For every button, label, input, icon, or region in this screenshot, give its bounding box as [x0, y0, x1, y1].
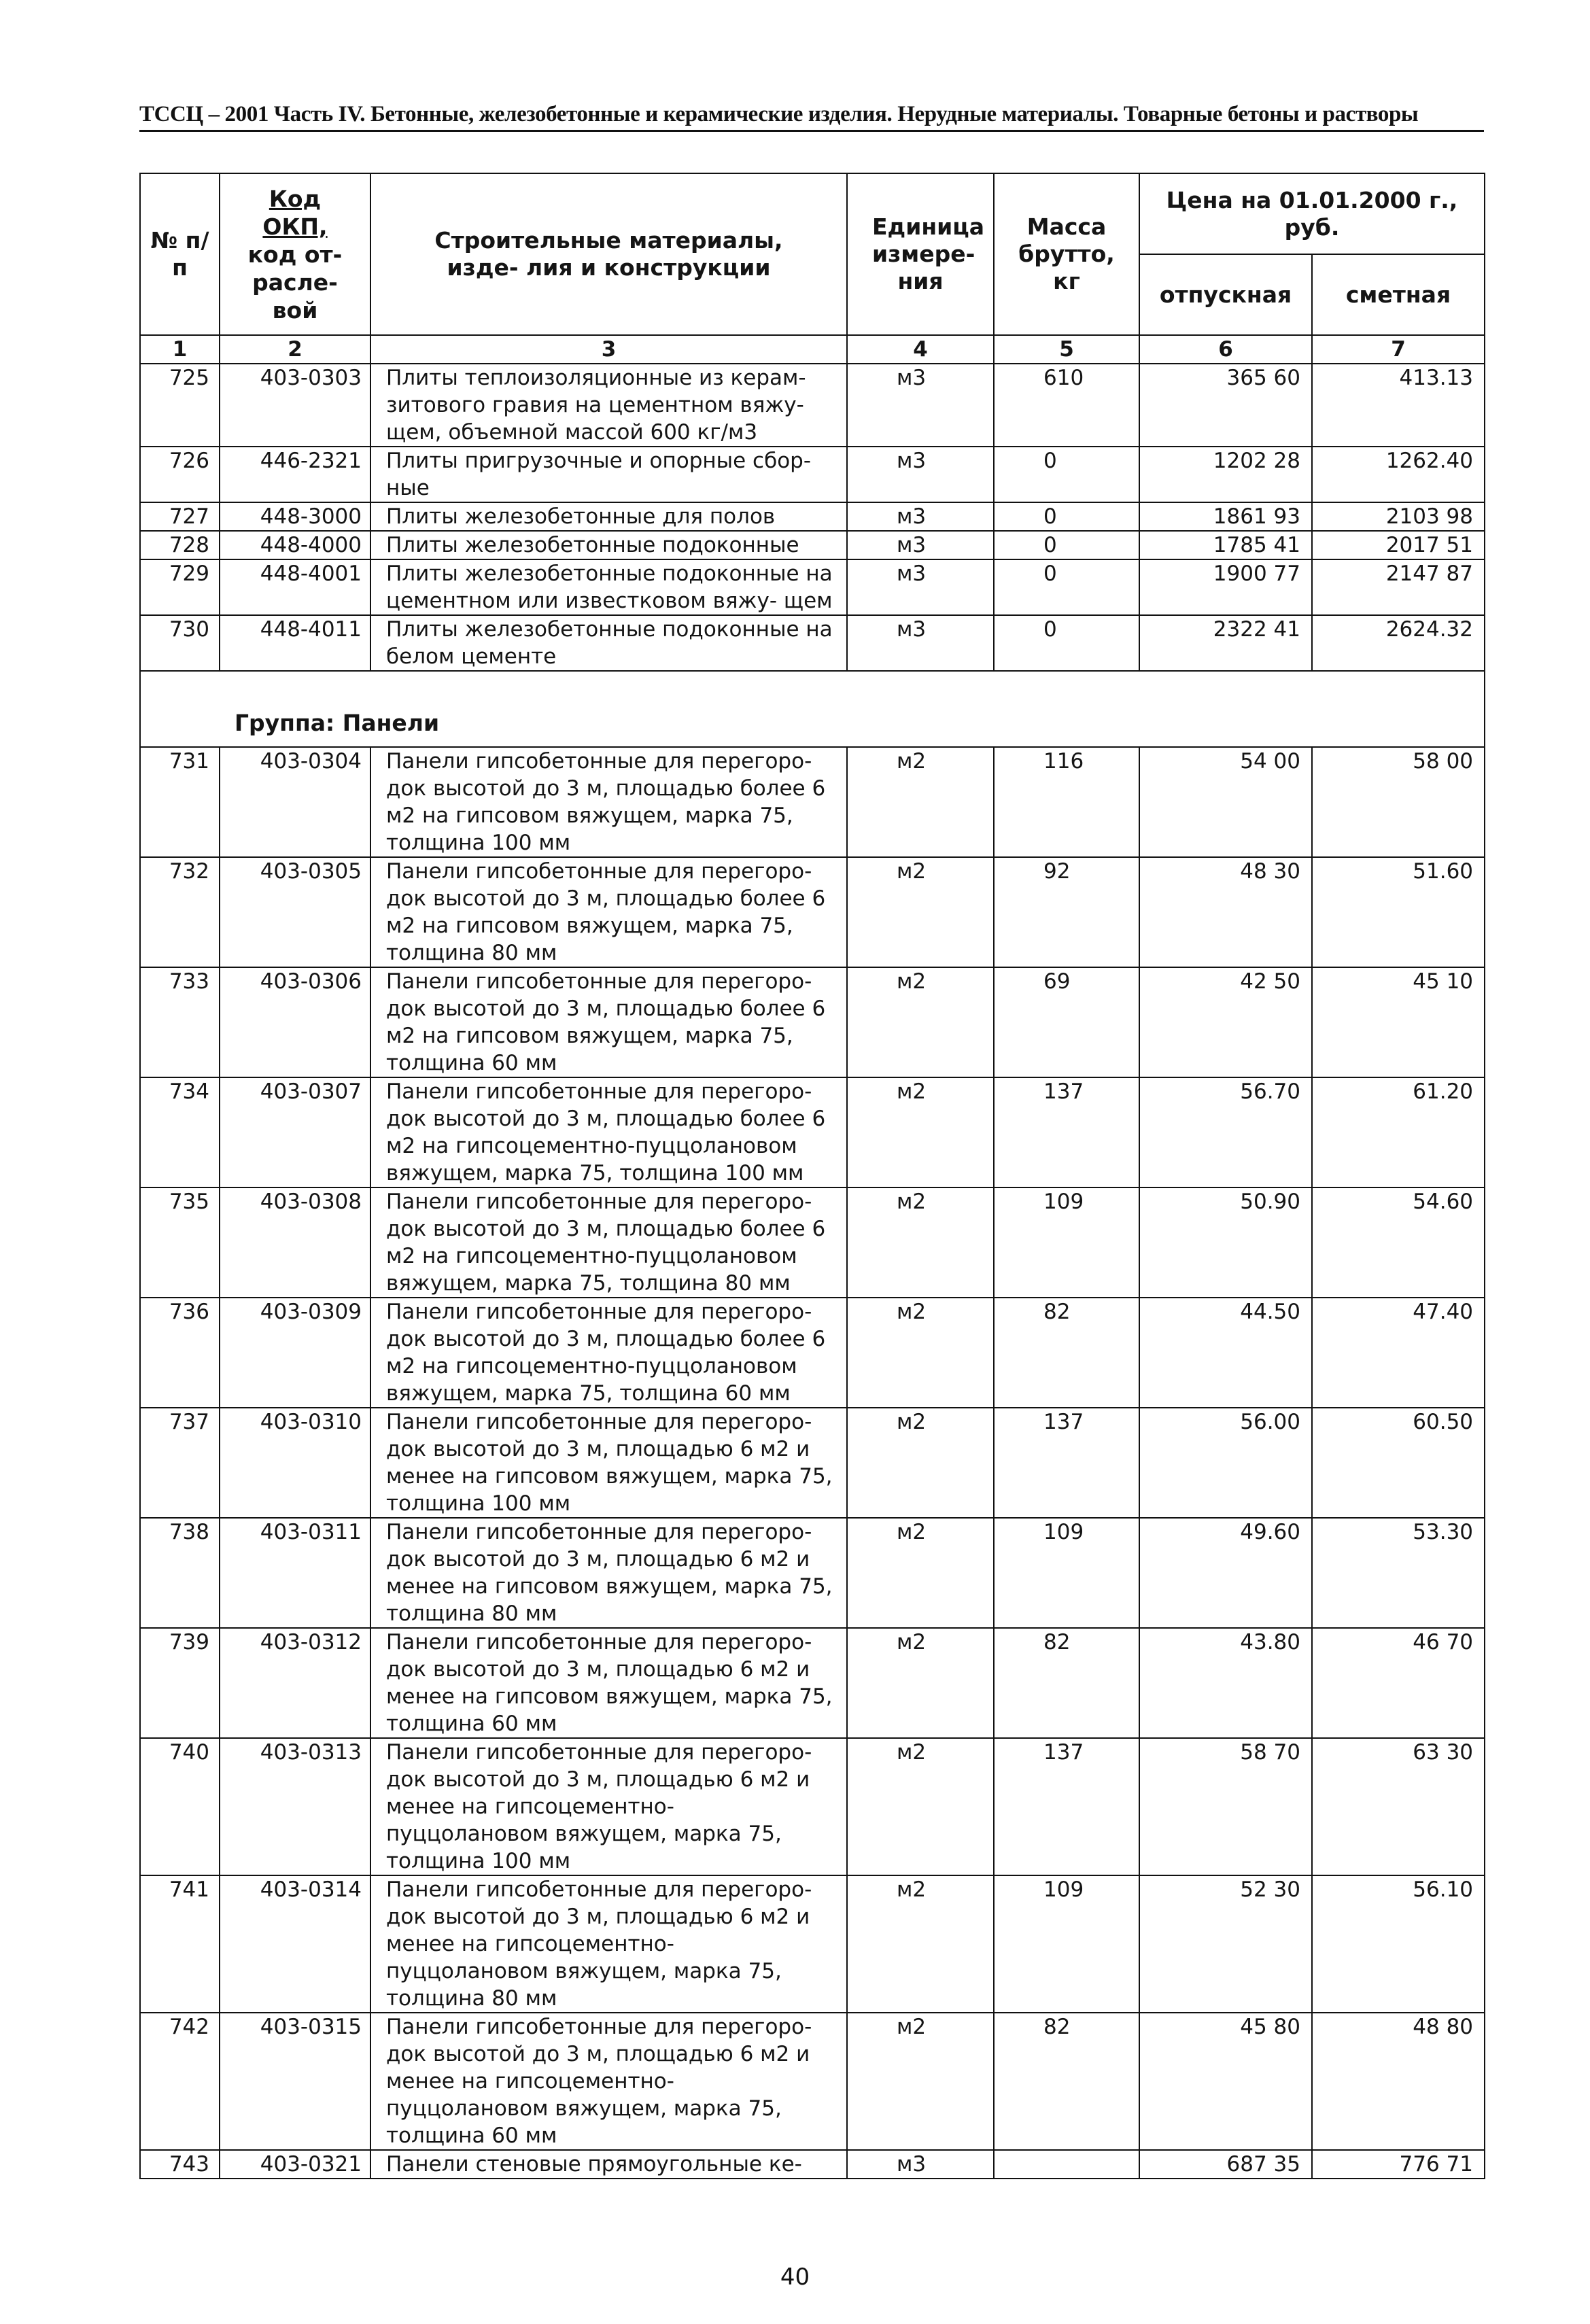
release-price: 43.80 [1139, 1628, 1312, 1738]
row-number: 729 [140, 559, 220, 615]
estimate-price: 46 70 [1312, 1628, 1485, 1738]
gross-mass: 69 [994, 967, 1139, 1077]
unit-of-measure: м3 [847, 559, 994, 615]
unit-of-measure: м2 [847, 1187, 994, 1298]
rows-before-group [140, 335, 1485, 671]
gross-mass: 116 [994, 747, 1139, 857]
material-description: Плиты пригрузочные и опорные сбор- ные [370, 447, 847, 502]
okp-code: 403-0315 [220, 2013, 370, 2150]
table-row [140, 447, 1485, 502]
row-number: 734 [140, 1077, 220, 1187]
gross-mass: 0 [994, 531, 1139, 559]
unit-of-measure: м2 [847, 1408, 994, 1518]
gross-mass [994, 2150, 1139, 2179]
table-row [140, 1077, 1485, 1187]
table-row [140, 502, 1485, 531]
estimate-price: 58 00 [1312, 747, 1485, 857]
unit-of-measure: м2 [847, 967, 994, 1077]
release-price: 42 50 [1139, 967, 1312, 1077]
okp-code: 403-0310 [220, 1408, 370, 1518]
row-number: 728 [140, 531, 220, 559]
column-numbers-row [140, 335, 1485, 364]
row-number: 738 [140, 1518, 220, 1628]
price-table [139, 173, 1485, 2179]
group-label: Группа: Панели [140, 671, 1485, 747]
release-price: 365 60 [1139, 364, 1312, 447]
column-number: 2 [220, 335, 370, 364]
estimate-price: 45 10 [1312, 967, 1485, 1077]
unit-of-measure: м2 [847, 2013, 994, 2150]
unit-of-measure: м3 [847, 364, 994, 447]
estimate-price: 53.30 [1312, 1518, 1485, 1628]
table-row [140, 967, 1485, 1077]
gross-mass: 0 [994, 447, 1139, 502]
row-number: 736 [140, 1298, 220, 1408]
table-row [140, 615, 1485, 671]
row-number: 727 [140, 502, 220, 531]
material-description: Панели гипсобетонные для перегоро- док высотой до 3 м, площадью 6 м2 и менее на гипсоцементно- пуццолановом вяжущем, марка 75, толщина 100 мм [370, 1738, 847, 1875]
estimate-price: 60.50 [1312, 1408, 1485, 1518]
material-description: Плиты железобетонные для полов [370, 502, 847, 531]
unit-of-measure: м3 [847, 502, 994, 531]
okp-code: 403-0303 [220, 364, 370, 447]
table-row [140, 1187, 1485, 1298]
table-row [140, 364, 1485, 447]
release-price: 44.50 [1139, 1298, 1312, 1408]
material-description: Панели гипсобетонные для перегоро- док высотой до 3 м, площадью более 6 м2 на гипсовом вяжущем, марка 75, толщина 80 мм [370, 857, 847, 967]
okp-code: 448-4011 [220, 615, 370, 671]
header-description: Строительные материалы, изде- лия и конструкции [370, 173, 847, 335]
table-row [140, 1518, 1485, 1628]
release-price: 1861 93 [1139, 502, 1312, 531]
release-price: 1202 28 [1139, 447, 1312, 502]
table-row [140, 747, 1485, 857]
release-price: 49.60 [1139, 1518, 1312, 1628]
unit-of-measure: м3 [847, 2150, 994, 2179]
okp-code: 403-0314 [220, 1875, 370, 2013]
okp-code: 446-2321 [220, 447, 370, 502]
okp-code: 403-0306 [220, 967, 370, 1077]
material-description: Плиты железобетонные подоконные на цементном или известковом вяжу- щем [370, 559, 847, 615]
release-price: 54 00 [1139, 747, 1312, 857]
header-code-line2: ОКП, [262, 213, 328, 240]
estimate-price: 63 30 [1312, 1738, 1485, 1875]
material-description: Панели гипсобетонные для перегоро- док высотой до 3 м, площадью более 6 м2 на гипсовом вяжущем, марка 75, толщина 60 мм [370, 967, 847, 1077]
release-price: 52 30 [1139, 1875, 1312, 2013]
table-row [140, 1628, 1485, 1738]
release-price: 56.70 [1139, 1077, 1312, 1187]
okp-code: 403-0321 [220, 2150, 370, 2179]
header-price: отпускная [1139, 254, 1312, 335]
material-description: Панели гипсобетонные для перегоро- док высотой до 3 м, площадью 6 м2 и менее на гипсоцементно- пуццолановом вяжущем, марка 75, толщина 60 мм [370, 2013, 847, 2150]
gross-mass: 0 [994, 615, 1139, 671]
material-description: Панели гипсобетонные для перегоро- док высотой до 3 м, площадью 6 м2 и менее на гипсоцементно- пуццолановом вяжущем, марка 75, толщина 80 мм [370, 1875, 847, 2013]
row-number: 735 [140, 1187, 220, 1298]
table-row [140, 2150, 1485, 2179]
header-rule [139, 130, 1484, 132]
gross-mass: 109 [994, 1187, 1139, 1298]
column-number: 6 [1139, 335, 1312, 364]
gross-mass: 0 [994, 502, 1139, 531]
release-price: 58 70 [1139, 1738, 1312, 1875]
estimate-price: 51.60 [1312, 857, 1485, 967]
header-code-line4: расле- [252, 268, 338, 296]
okp-code: 403-0308 [220, 1187, 370, 1298]
material-description: Панели стеновые прямоугольные ке- [370, 2150, 847, 2179]
header-num: № п/п [140, 173, 220, 335]
okp-code: 448-4001 [220, 559, 370, 615]
table-row [140, 2013, 1485, 2150]
header-unit: Единица измере- ния [847, 173, 994, 335]
gross-mass: 137 [994, 1738, 1139, 1875]
material-description: Плиты железобетонные подоконные на белом цементе [370, 615, 847, 671]
release-price: 56.00 [1139, 1408, 1312, 1518]
row-number: 743 [140, 2150, 220, 2179]
material-description: Панели гипсобетонные для перегоро- док высотой до 3 м, площадью более 6 м2 на гипсовом вяжущем, марка 75, толщина 100 мм [370, 747, 847, 857]
okp-code: 448-3000 [220, 502, 370, 531]
unit-of-measure: м2 [847, 747, 994, 857]
release-price: 45 80 [1139, 2013, 1312, 2150]
header-estimate: сметная [1312, 254, 1485, 335]
estimate-price: 2147 87 [1312, 559, 1485, 615]
header-code-line1: Код [269, 185, 322, 212]
okp-code: 403-0312 [220, 1628, 370, 1738]
estimate-price: 776 71 [1312, 2150, 1485, 2179]
header-code-line5: вой [272, 296, 318, 324]
group-row [140, 671, 1485, 747]
column-number: 3 [370, 335, 847, 364]
unit-of-measure: м2 [847, 1628, 994, 1738]
row-number: 732 [140, 857, 220, 967]
gross-mass: 92 [994, 857, 1139, 967]
release-price: 687 35 [1139, 2150, 1312, 2179]
header-price-group: Цена на 01.01.2000 г., руб. [1139, 173, 1485, 254]
row-number: 733 [140, 967, 220, 1077]
okp-code: 403-0313 [220, 1738, 370, 1875]
gross-mass: 82 [994, 1628, 1139, 1738]
okp-code: 403-0307 [220, 1077, 370, 1187]
column-number: 7 [1312, 335, 1485, 364]
column-number: 1 [140, 335, 220, 364]
column-number: 4 [847, 335, 994, 364]
estimate-price: 47.40 [1312, 1298, 1485, 1408]
unit-of-measure: м2 [847, 1738, 994, 1875]
okp-code: 403-0304 [220, 747, 370, 857]
gross-mass: 610 [994, 364, 1139, 447]
column-number: 5 [994, 335, 1139, 364]
table-row [140, 1298, 1485, 1408]
header-code-line3: код от- [247, 241, 343, 268]
gross-mass: 137 [994, 1077, 1139, 1187]
gross-mass: 82 [994, 2013, 1139, 2150]
material-description: Панели гипсобетонные для перегоро- док высотой до 3 м, площадью 6 м2 и менее на гипсовом вяжущем, марка 75, толщина 100 мм [370, 1408, 847, 1518]
row-number: 731 [140, 747, 220, 857]
gross-mass: 82 [994, 1298, 1139, 1408]
table-row [140, 1408, 1485, 1518]
table-row [140, 857, 1485, 967]
material-description: Панели гипсобетонные для перегоро- док высотой до 3 м, площадью 6 м2 и менее на гипсовом вяжущем, марка 75, толщина 60 мм [370, 1628, 847, 1738]
estimate-price: 54.60 [1312, 1187, 1485, 1298]
row-number: 737 [140, 1408, 220, 1518]
estimate-price: 61.20 [1312, 1077, 1485, 1187]
estimate-price: 2017 51 [1312, 531, 1485, 559]
table-row [140, 559, 1485, 615]
okp-code: 403-0311 [220, 1518, 370, 1628]
unit-of-measure: м3 [847, 531, 994, 559]
unit-of-measure: м2 [847, 1298, 994, 1408]
unit-of-measure: м2 [847, 1077, 994, 1187]
material-description: Плиты теплоизоляционные из керам- зитового гравия на цементном вяжу- щем, объемной массой 600 кг/м3 [370, 364, 847, 447]
estimate-price: 56.10 [1312, 1875, 1485, 2013]
row-number: 740 [140, 1738, 220, 1875]
material-description: Панели гипсобетонные для перегоро- док высотой до 3 м, площадью 6 м2 и менее на гипсовом вяжущем, марка 75, толщина 80 мм [370, 1518, 847, 1628]
row-number: 741 [140, 1875, 220, 2013]
estimate-price: 2103 98 [1312, 502, 1485, 531]
okp-code: 403-0305 [220, 857, 370, 967]
row-number: 726 [140, 447, 220, 502]
release-price: 50.90 [1139, 1187, 1312, 1298]
material-description: Панели гипсобетонные для перегоро- док высотой до 3 м, площадью более 6 м2 на гипсоцементно-пуццолановом вяжущем, марка 75, толщина 80 мм [370, 1187, 847, 1298]
page-header: ТССЦ – 2001 Часть IV. Бетонные, железобетонные и керамические изделия. Нерудные материалы. Товарные бетоны и растворы [139, 102, 1419, 126]
unit-of-measure: м2 [847, 1875, 994, 2013]
okp-code: 403-0309 [220, 1298, 370, 1408]
release-price: 1900 77 [1139, 559, 1312, 615]
unit-of-measure: м3 [847, 447, 994, 502]
row-number: 725 [140, 364, 220, 447]
unit-of-measure: м2 [847, 857, 994, 967]
release-price: 48 30 [1139, 857, 1312, 967]
rows-after-group [140, 747, 1485, 2179]
okp-code: 448-4000 [220, 531, 370, 559]
estimate-price: 1262.40 [1312, 447, 1485, 502]
header-code [220, 173, 370, 335]
row-number: 730 [140, 615, 220, 671]
estimate-price: 413.13 [1312, 364, 1485, 447]
unit-of-measure: м3 [847, 615, 994, 671]
table-row [140, 1738, 1485, 1875]
material-description: Плиты железобетонные подоконные [370, 531, 847, 559]
gross-mass: 137 [994, 1408, 1139, 1518]
header-mass: Масса брутто, кг [994, 173, 1139, 335]
release-price: 2322 41 [1139, 615, 1312, 671]
estimate-price: 2624.32 [1312, 615, 1485, 671]
row-number: 742 [140, 2013, 220, 2150]
gross-mass: 109 [994, 1518, 1139, 1628]
group-section [140, 671, 1485, 747]
table-row [140, 1875, 1485, 2013]
gross-mass: 109 [994, 1875, 1139, 2013]
estimate-price: 48 80 [1312, 2013, 1485, 2150]
gross-mass: 0 [994, 559, 1139, 615]
material-description: Панели гипсобетонные для перегоро- док высотой до 3 м, площадью более 6 м2 на гипсоцементно-пуццолановом вяжущем, марка 75, толщина 100 мм [370, 1077, 847, 1187]
table-row [140, 531, 1485, 559]
material-description: Панели гипсобетонные для перегоро- док высотой до 3 м, площадью более 6 м2 на гипсоцементно-пуццолановом вяжущем, марка 75, толщина 60 мм [370, 1298, 847, 1408]
page-number: 40 [780, 2264, 810, 2291]
release-price: 1785 41 [1139, 531, 1312, 559]
unit-of-measure: м2 [847, 1518, 994, 1628]
row-number: 739 [140, 1628, 220, 1738]
